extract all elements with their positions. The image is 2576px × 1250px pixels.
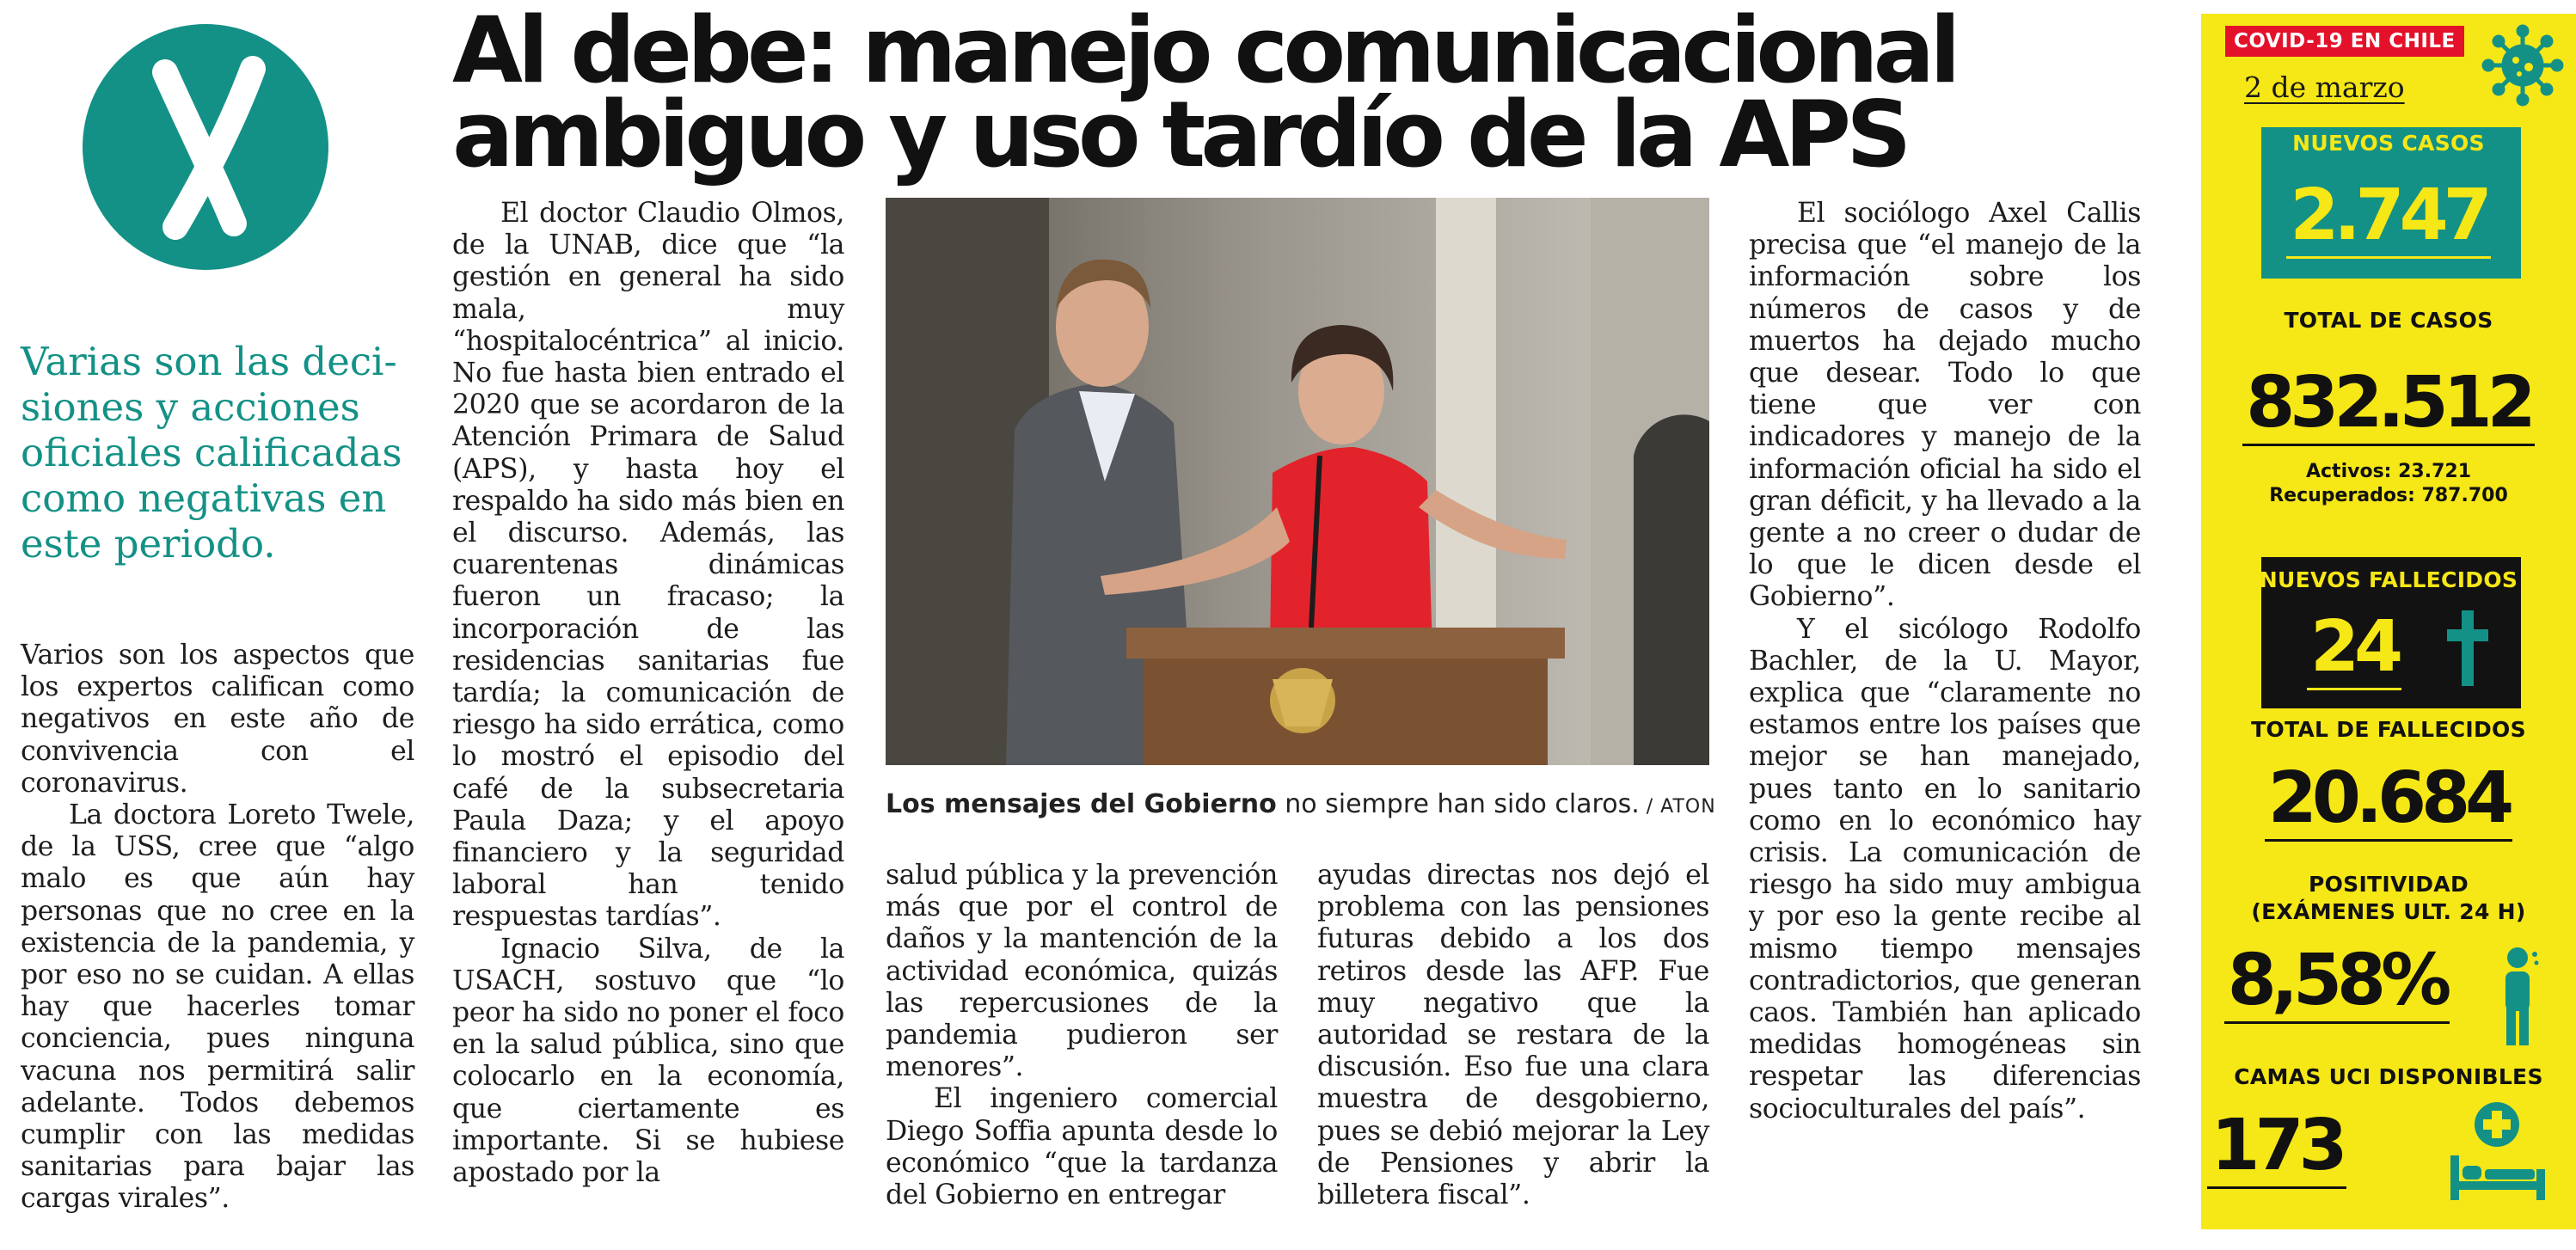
caption-text: no siempre han sido claros. <box>1276 789 1640 819</box>
total-deaths-label: TOTAL DE FALLECIDOS <box>2251 717 2526 742</box>
active-cases: Activos: 23.721 <box>2305 461 2472 482</box>
positivity-number: 8,58% <box>2224 940 2450 1024</box>
article-column-4 <box>1317 860 1709 1211</box>
total-cases-label: TOTAL DE CASOS <box>2284 308 2493 333</box>
coughing-person-icon <box>2497 946 2540 1047</box>
new-cases-number: 2.747 <box>2286 175 2490 259</box>
icu-beds-label: CAMAS UCI DISPONIBLES <box>2234 1064 2543 1089</box>
icu-beds-value <box>2089 1107 2464 1185</box>
paragraph: Ignacio Silva, de la USACH, sostuvo que “lo peor ha sido no poner el foco en la salud pública, sino que colocarlo en la economía, que ciertamente es importante. Si se hubiese apostado por la <box>452 933 844 1189</box>
article-column-2 <box>452 198 844 1189</box>
paragraph: Y el sicólogo Rodolfo Bachler, de la U. Mayor, explica que “claramente no estamos entre los países que mejor se han manejado, pues tanto en lo sanitario como en lo económico hay crisis. La comunicación de riesgo ha sido muy ambigua y por eso la gente recibe al mismo tiempo mensajes contradictorios, que generan caos. También han aplicado medidas homogéneas sin respetar las diferencias socioculturales del país”. <box>1749 613 2141 1124</box>
article-column-5 <box>1749 198 2141 1125</box>
article-column-1 <box>21 640 414 1216</box>
article-column-3 <box>886 860 1278 1211</box>
x-mark-icon <box>83 24 328 270</box>
deck-text: Varias son las deci- siones y acciones oficiales calificadas como negativas en este periodo. <box>21 339 402 567</box>
covid-stats-sidebar <box>2201 14 2576 1229</box>
photo-credit: / ATON <box>1639 796 1716 818</box>
new-deaths-label: NUEVOS FALLECIDOS <box>2259 567 2518 592</box>
new-cases-value <box>2201 177 2576 254</box>
paragraph: La doctora Loreto Twele, de la USS, cree que “algo malo es que aún hay personas que no cree en la existencia de la pandemia, y por eso no se cuidan. A ellas hay que hacerles tomar conciencia, pues ninguna vacuna nos permitirá salir adelante. Todos debemos cumplir con las medidas sanitarias para bajar las cargas virales”. <box>21 800 414 1215</box>
paragraph: Varios son los aspectos que los expertos califican como negativos en este año de convivencia con el coronavirus. <box>21 640 414 799</box>
headline <box>452 0 1956 187</box>
paragraph: El ingeniero comercial Diego Soffia apunta desde lo económico “que la tardanza del Gobierno en entregar <box>886 1083 1278 1211</box>
virus-icon <box>2481 24 2564 107</box>
hospital-bed-icon <box>2447 1099 2548 1204</box>
caption-bold: Los mensajes del Gobierno <box>886 789 1277 819</box>
press-photo <box>886 198 1709 765</box>
total-cases-value <box>2201 362 2576 444</box>
paragraph: salud pública y la prevención más que por el control de daños y la mantención de la actividad económica, quizás las repercusiones de la pandemia pudieron ser menores”. <box>886 860 1278 1083</box>
positivity-label: POSITIVIDAD <box>2308 872 2469 897</box>
positivity-sublabel: (EXÁMENES ULT. 24 H) <box>2251 899 2526 924</box>
new-cases-label: NUEVOS CASOS <box>2292 131 2485 156</box>
total-deaths-value <box>2201 757 2576 839</box>
total-cases-number: 832.512 <box>2242 362 2534 446</box>
total-deaths-number: 20.684 <box>2265 757 2512 842</box>
headline-line-1: Al debe: manejo comunicacional <box>452 0 1956 103</box>
new-deaths-number: 24 <box>2307 606 2401 690</box>
sidebar-badge: COVID-19 EN CHILE <box>2225 26 2464 57</box>
paragraph: ayudas directas nos dejó el problema con las pensiones futuras debido a los dos retiros desde las AFP. Fue muy negativo que la autoridad se restara de la discusión. Eso fue una clara muestra de desgobierno, pues se debió mejorar la Ley de Pensiones y abrir la billetera fiscal”. <box>1317 860 1709 1211</box>
headline-line-2: ambiguo y uso tardío de la APS <box>452 82 1907 187</box>
positivity-value <box>2150 942 2524 1020</box>
paragraph: El doctor Claudio Olmos, de la UNAB, dice que “la gestión en general ha sido mala, muy “hospitalocéntrica” al inicio. No fue hasta bien entrado el 2020 que se acordaron de la Atención Primara de Salud (APS), y hasta hoy el respaldo ha sido más bien en el discurso. Además, las cuarentenas dinámicas fueron un fracaso; la incorporación de las residencias sanitarias fue tardía; la comunicación de riesgo ha sido errática, como lo mostró el episodio del café de la subsecretaria Paula Daza; y el apoyo financiero y la seguridad laboral han tenido respuestas tardías”. <box>452 198 844 933</box>
sidebar-date: 2 de marzo <box>2244 70 2405 104</box>
recovered-cases: Recuperados: 787.700 <box>2269 485 2508 506</box>
paragraph: El sociólogo Axel Callis precisa que “el manejo de la información sobre los números de casos y de muertos ha dejado mucho que desear. Todo lo que tiene que ver con indicadores y manejo de la información oficial ha sido el gran déficit, y ha llevado a la gente a no creer o dudar de lo que le dicen desde el Gobierno”. <box>1749 198 2141 613</box>
cross-icon <box>2444 607 2492 689</box>
icu-beds-number: 173 <box>2207 1105 2346 1189</box>
photo-caption <box>886 787 1716 824</box>
